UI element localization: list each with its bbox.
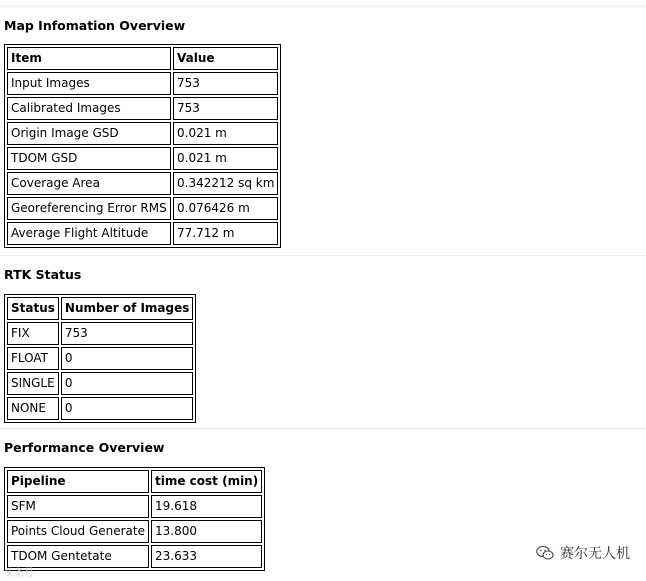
count-cell: 0: [61, 372, 194, 395]
header-cell: Value: [173, 47, 278, 70]
time-cell: 23.633: [151, 545, 262, 568]
table-row: [7, 222, 278, 245]
table-header-row: [7, 47, 278, 70]
item-cell: Calibrated Images: [7, 97, 171, 120]
divider: [0, 255, 646, 256]
value-cell: 753: [173, 72, 278, 95]
wechat-icon: [536, 545, 554, 561]
header-cell: Item: [7, 47, 171, 70]
item-cell: Origin Image GSD: [7, 122, 171, 145]
time-cell: 13.800: [151, 520, 262, 543]
value-cell: 0.076426 m: [173, 197, 278, 220]
count-cell: 0: [61, 347, 194, 370]
pipeline-cell: Points Cloud Generate: [7, 520, 149, 543]
status-cell: NONE: [7, 397, 59, 420]
item-cell: Coverage Area: [7, 172, 171, 195]
table-row: [7, 495, 262, 518]
time-cell: 19.618: [151, 495, 262, 518]
header-cell: Number of Images: [61, 297, 194, 320]
map-overview-title: Map Infomation Overview: [4, 18, 186, 33]
performance-table: [4, 467, 265, 571]
faint-watermark-text: 头条号: [4, 568, 34, 579]
value-cell: 0.021 m: [173, 147, 278, 170]
table-row: [7, 72, 278, 95]
value-cell: 77.712 m: [173, 222, 278, 245]
rtk-status-table: [4, 294, 196, 423]
table-row: [7, 147, 278, 170]
performance-title: Performance Overview: [4, 440, 165, 455]
table-row: [7, 520, 262, 543]
table-header-row: [7, 470, 262, 493]
value-cell: 0.342212 sq km: [173, 172, 278, 195]
divider: [0, 428, 646, 429]
status-cell: FIX: [7, 322, 59, 345]
table-row: [7, 545, 262, 568]
pipeline-cell: TDOM Gentetate: [7, 545, 149, 568]
count-cell: 0: [61, 397, 194, 420]
table-row: [7, 372, 193, 395]
item-cell: Average Flight Altitude: [7, 222, 171, 245]
table-header-row: [7, 297, 193, 320]
item-cell: Input Images: [7, 72, 171, 95]
table-row: [7, 172, 278, 195]
map-overview-table: [4, 44, 281, 248]
value-cell: 0.021 m: [173, 122, 278, 145]
divider: [0, 6, 646, 7]
item-cell: Georeferencing Error RMS: [7, 197, 171, 220]
watermark-text: 赛尔无人机: [560, 546, 630, 562]
table-row: [7, 322, 193, 345]
table-row: [7, 122, 278, 145]
value-cell: 753: [173, 97, 278, 120]
watermark: [536, 543, 630, 563]
table-row: [7, 397, 193, 420]
status-cell: FLOAT: [7, 347, 59, 370]
rtk-status-title: RTK Status: [4, 267, 82, 282]
table-row: [7, 347, 193, 370]
table-row: [7, 197, 278, 220]
status-cell: SINGLE: [7, 372, 59, 395]
header-cell: time cost (min): [151, 470, 262, 493]
table-row: [7, 97, 278, 120]
header-cell: Pipeline: [7, 470, 149, 493]
count-cell: 753: [61, 322, 194, 345]
item-cell: TDOM GSD: [7, 147, 171, 170]
header-cell: Status: [7, 297, 59, 320]
pipeline-cell: SFM: [7, 495, 149, 518]
